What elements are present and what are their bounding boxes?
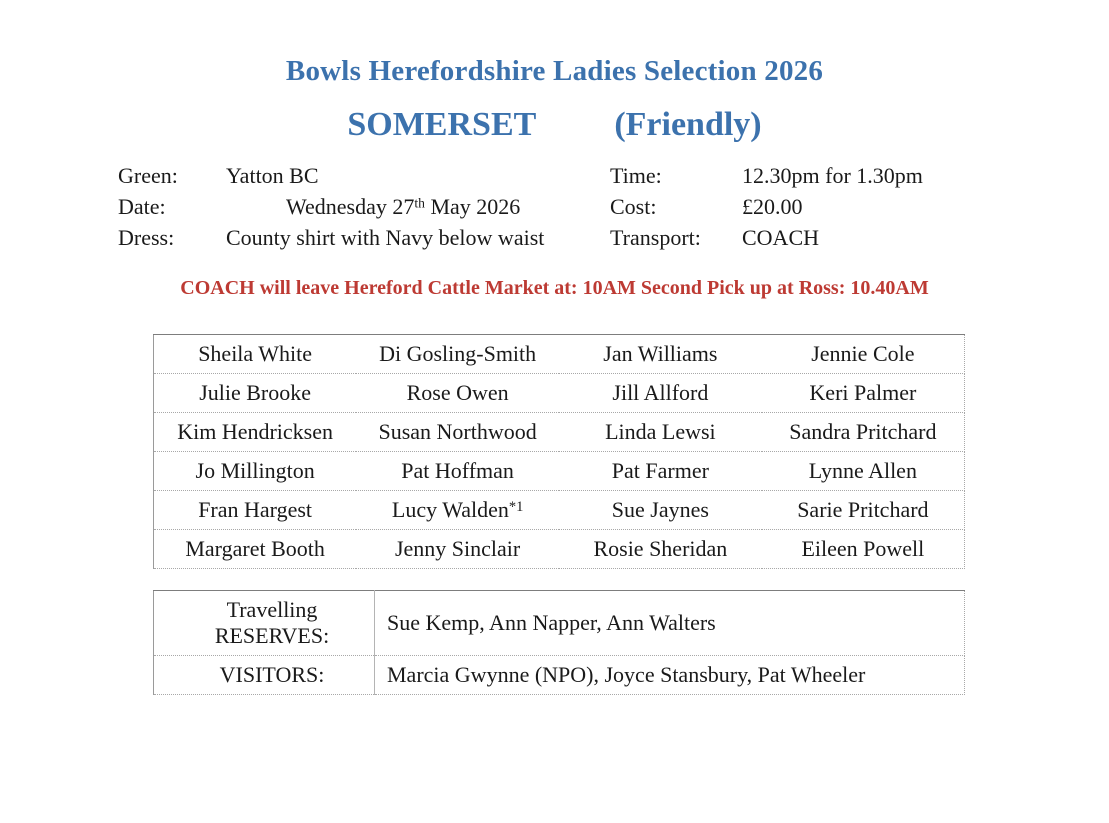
opponent-name: SOMERSET <box>347 106 537 143</box>
player-name-cell: Eileen Powell <box>762 530 965 569</box>
table-row <box>154 413 965 452</box>
player-name-cell: Pat Farmer <box>559 452 762 491</box>
reserves-visitors-table <box>153 590 965 695</box>
date-value-suffix: May 2026 <box>424 194 521 219</box>
match-heading <box>0 106 1109 144</box>
table-row <box>154 374 965 413</box>
match-type: (Friendly) <box>614 106 762 143</box>
player-name-cell: Jill Allford <box>559 374 762 413</box>
reserves-label-line1: Travelling <box>226 597 318 622</box>
player-name-cell: Sheila White <box>154 335 357 374</box>
green-label: Green: <box>118 163 178 188</box>
players-table-body <box>154 335 965 569</box>
player-name-cell: Jenny Sinclair <box>356 530 559 569</box>
reserves-value: Sue Kemp, Ann Napper, Ann Walters <box>375 591 965 656</box>
table-row-visitors <box>154 656 965 695</box>
dress-value: County shirt with Navy below waist <box>226 225 545 250</box>
date-ordinal-suffix: th <box>414 195 425 211</box>
player-name-cell: Lucy Walden$^{*1}$ <box>356 491 559 530</box>
detail-row-date <box>118 191 1018 222</box>
player-name-cell: Sandra Pritchard <box>762 413 965 452</box>
player-name-cell: Julie Brooke <box>154 374 357 413</box>
table-row <box>154 530 965 569</box>
player-name-cell: Sue Jaynes <box>559 491 762 530</box>
table-row <box>154 452 965 491</box>
transport-label: Transport: <box>610 225 701 250</box>
player-marker: *1 <box>508 498 524 515</box>
player-name-cell: Pat Hoffman <box>356 452 559 491</box>
player-name-cell: Margaret Booth <box>154 530 357 569</box>
player-name-cell: Sarie Pritchard <box>762 491 965 530</box>
player-name-cell: Kim Hendricksen <box>154 413 357 452</box>
transport-value: COACH <box>742 225 820 250</box>
date-value <box>286 191 520 222</box>
player-name-cell: Keri Palmer <box>762 374 965 413</box>
date-label: Date: <box>118 194 166 219</box>
player-name-cell: Di Gosling-Smith <box>356 335 559 374</box>
cost-label: Cost: <box>610 194 657 219</box>
match-details <box>118 160 1018 253</box>
visitors-label: VISITORS: <box>154 656 375 695</box>
detail-row-green <box>118 160 1018 191</box>
visitors-value: Marcia Gwynne (NPO), Joyce Stansbury, Pat Wheeler <box>375 656 965 695</box>
reserves-label <box>154 591 375 656</box>
player-name-cell: Rose Owen <box>356 374 559 413</box>
player-name-cell: Fran Hargest <box>154 491 357 530</box>
date-value-prefix: Wednesday 27 <box>286 194 415 219</box>
player-name-cell: Jan Williams <box>559 335 762 374</box>
table-row-reserves <box>154 591 965 656</box>
dress-label: Dress: <box>118 225 175 250</box>
time-label: Time: <box>610 163 662 188</box>
player-name-cell: Jo Millington <box>154 452 357 491</box>
coach-notice: COACH will leave Hereford Cattle Market at: 10AM Second Pick up at Ross: 10.40AM <box>180 277 929 299</box>
green-value: Yatton BC <box>226 163 319 188</box>
table-row <box>154 491 965 530</box>
time-value: 12.30pm for 1.30pm <box>742 163 923 188</box>
players-table <box>153 334 965 569</box>
reserves-label-line2: RESERVES: <box>214 623 330 648</box>
table-row <box>154 335 965 374</box>
cost-value: £20.00 <box>742 194 803 219</box>
player-name-cell: Lynne Allen <box>762 452 965 491</box>
page-title: Bowls Herefordshire Ladies Selection 2026 <box>285 55 824 87</box>
player-name-cell: Rosie Sheridan <box>559 530 762 569</box>
detail-row-dress <box>118 222 1018 253</box>
player-name-cell: Linda Lewsi <box>559 413 762 452</box>
player-name-cell: Jennie Cole <box>762 335 965 374</box>
player-name-cell: Susan Northwood <box>356 413 559 452</box>
